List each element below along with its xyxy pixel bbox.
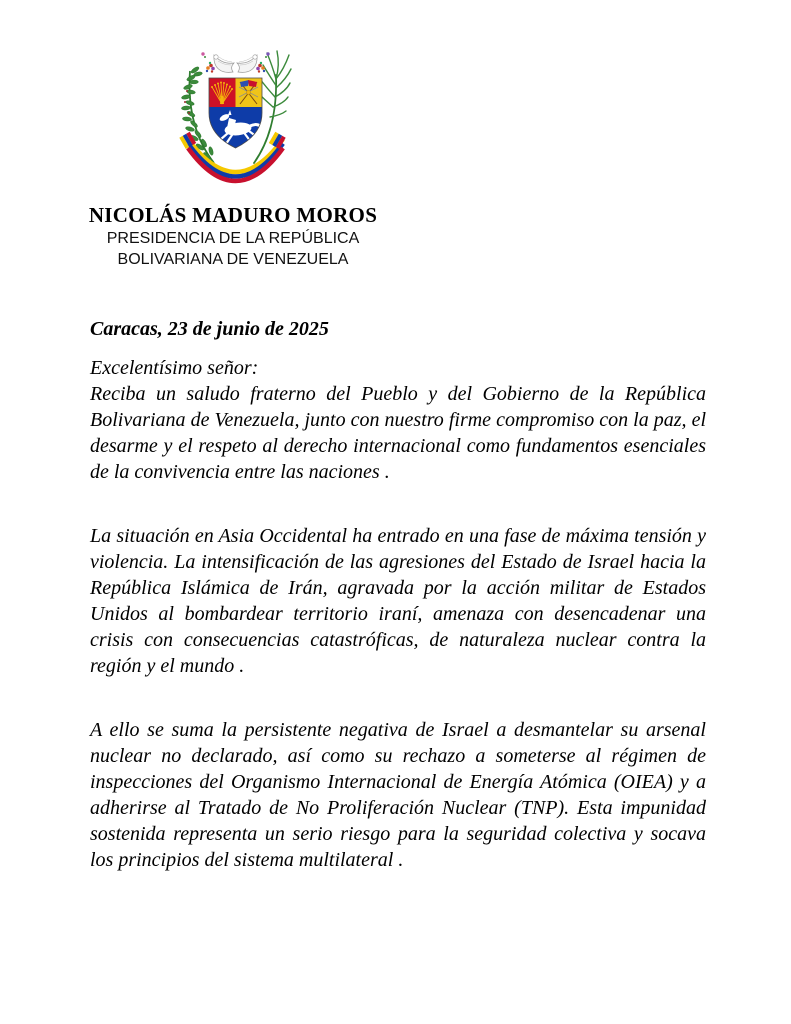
shield bbox=[209, 78, 262, 148]
salutation: Excelentísimo señor: bbox=[90, 357, 259, 379]
letter-paragraph-3: A ello se suma la persistente negativa de Israel a desmantelar su arsenal nuclear no declarado, así como su rechazo a someterse al régimen de inspecciones del Organismo Internacional de Energía Atómica (OIEA) y a adherirse al Tratado de No Proliferación Nuclear (TNP). Esta impunidad sostenida representa un serio riesgo para la seguridad colectiva y socava los principios del sistema multilateral . bbox=[90, 719, 706, 871]
coat-of-arms-svg bbox=[174, 45, 292, 187]
fruit-cluster bbox=[201, 52, 269, 72]
letter-body bbox=[90, 316, 706, 873]
sender-name: NICOLÁS MADURO MOROS bbox=[88, 203, 378, 227]
office-line-2: BOLIVARIANA DE VENEZUELA bbox=[117, 251, 349, 268]
venezuela-coat-of-arms bbox=[174, 45, 292, 187]
letter-paragraph-1: Reciba un saludo fraterno del Pueblo y del Gobierno de la República Bolivariana de Venezuela, junto con nuestro firme compromiso con la paz, el desarme y el respeto al derecho internacional como fundamentos esenciales de la convivencia entre las naciones . bbox=[90, 383, 706, 483]
office-line-1: PRESIDENCIA DE LA REPÚBLICA bbox=[106, 230, 360, 247]
letterhead bbox=[83, 45, 383, 270]
dateline: Caracas, 23 de junio de 2025 bbox=[90, 318, 329, 340]
letter-paragraph-2: La situación en Asia Occidental ha entrado en una fase de máxima tensión y violencia. La intensificación de las agresiones del Estado de Israel hacia la República Islámica de Irán, agravada por la acción militar de Estados Unidos al bombardear territorio iraní, amenaza con desencadenar una crisis con consecuencias catastróficas, de naturaleza nuclear contra la región y el mundo . bbox=[90, 525, 706, 677]
cornucopias-icon bbox=[201, 52, 269, 72]
